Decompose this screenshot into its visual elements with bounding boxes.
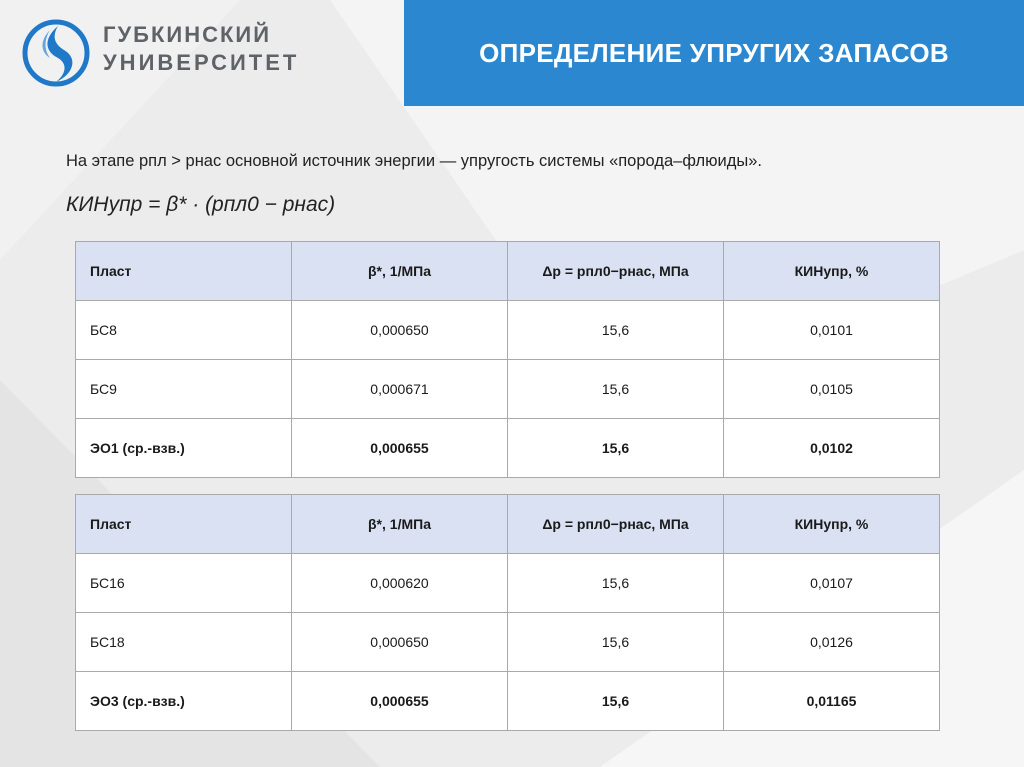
title-banner: [404, 0, 1024, 106]
table-cell: 15,6: [508, 672, 724, 731]
table-cell: 0,000655: [292, 672, 508, 731]
logo-line-2: УНИВЕРСИТЕТ: [103, 50, 300, 75]
table-cell: 0,0102: [724, 419, 940, 478]
table-cell: 0,0105: [724, 360, 940, 419]
header-cell: Пласт: [76, 242, 292, 301]
table-cell: 0,000620: [292, 554, 508, 613]
table-header-row: [76, 242, 940, 301]
table-total-row: [76, 672, 940, 731]
header-cell: Δp = pпл0−pнас, МПа: [508, 242, 724, 301]
table-cell: 0,01165: [724, 672, 940, 731]
table-header-row: [76, 495, 940, 554]
university-logo-text: [103, 24, 299, 74]
university-logo-icon: [22, 18, 90, 88]
table-cell: 15,6: [508, 613, 724, 672]
table-cell: 15,6: [508, 301, 724, 360]
table-cell: 0,0126: [724, 613, 940, 672]
table-cell: 0,000650: [292, 301, 508, 360]
formula: КИНупр = β* · (pпл0 − pнас): [66, 193, 336, 216]
table-cell: 15,6: [508, 360, 724, 419]
table-row: [76, 301, 940, 360]
table-cell: 0,000650: [292, 613, 508, 672]
logo-line-1: ГУБКИНСКИЙ: [103, 22, 272, 47]
table-cell: БС9: [76, 360, 292, 419]
intro-text: На этапе pпл > pнас основной источник энергии — упругость системы «порода–флюиды».: [66, 152, 763, 170]
table-cell: БС18: [76, 613, 292, 672]
table-cell: 0,0107: [724, 554, 940, 613]
header-cell: КИНупр, %: [724, 242, 940, 301]
header-cell: β*, 1/МПа: [292, 495, 508, 554]
header-cell: Δp = pпл0−pнас, МПа: [508, 495, 724, 554]
table-cell: ЭО1 (ср.-взв.): [76, 419, 292, 478]
header-cell: Пласт: [76, 495, 292, 554]
table-total-row: [76, 419, 940, 478]
reservoir-table-1: [75, 241, 940, 478]
slide-title: ОПРЕДЕЛЕНИЕ УПРУГИХ ЗАПАСОВ: [479, 38, 949, 68]
header-cell: β*, 1/МПа: [292, 242, 508, 301]
table-cell: 0,000655: [292, 419, 508, 478]
table-cell: ЭО3 (ср.-взв.): [76, 672, 292, 731]
table-row: [76, 613, 940, 672]
table-row: [76, 554, 940, 613]
table-cell: БС16: [76, 554, 292, 613]
table-cell: 15,6: [508, 554, 724, 613]
header-cell: КИНупр, %: [724, 495, 940, 554]
table-cell: 0,0101: [724, 301, 940, 360]
table-row: [76, 360, 940, 419]
table-cell: 15,6: [508, 419, 724, 478]
table-cell: 0,000671: [292, 360, 508, 419]
reservoir-table-2: [75, 494, 940, 731]
table-cell: БС8: [76, 301, 292, 360]
